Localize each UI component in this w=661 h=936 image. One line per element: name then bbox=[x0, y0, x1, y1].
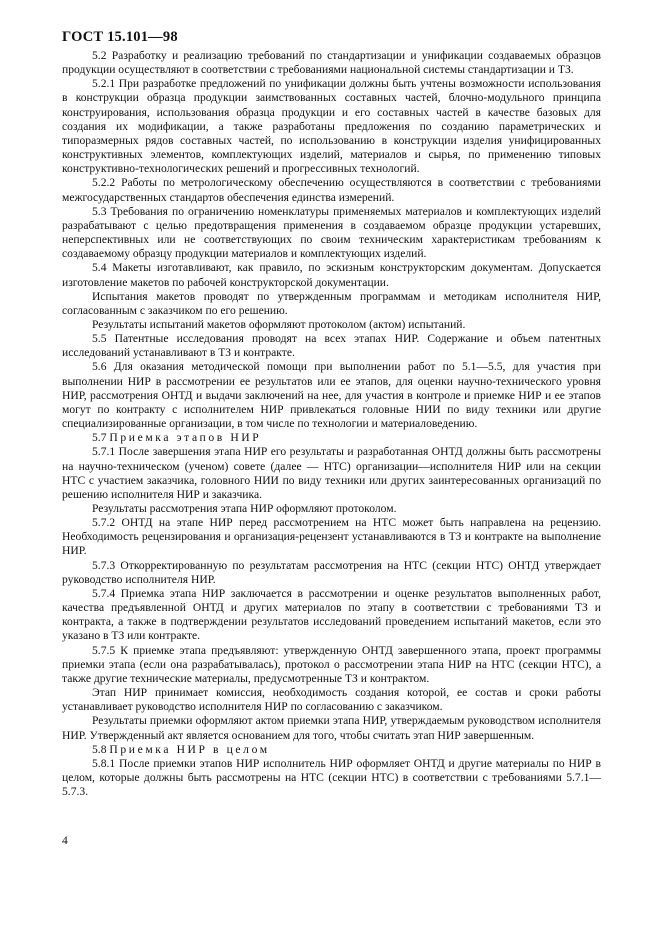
paragraph-5-4-testing: Испытания макетов проводят по утвержденным программам и методикам исполнителя НИР, согласованным с заказчиком по его решению. bbox=[62, 289, 601, 317]
paragraph-5-7-3: 5.7.3 Откорректированную по результатам рассмотрения на НТС (секции НТС) ОНТД утверждает руководство исполнителя НИР. bbox=[62, 558, 601, 586]
paragraph-5-7-1-protocol: Результаты рассмотрения этапа НИР оформляют протоколом. bbox=[92, 502, 397, 515]
paragraph-5-6: 5.6 Для оказания методической помощи при выполнении работ по 5.1—5.5, для участия при выполнении НИР в рассмотрении ее результатов или ее этапов, для оценки научно-технического уровня НИР, рассмотрения ОНТД и выдачи заключений на нее, для участия в контроле и приемке НИР и ее этапов могут по контракту с исполнителем НИР привлекаться головные НИИ по виду техники или другие специализированные организации, в том числе по технологии и материаловедению. bbox=[62, 360, 601, 431]
paragraph-5-2-1: 5.2.1 При разработке предложений по унификации должны быть учтены возможности использования в конструкции образца продукции заимствованных составных частей, блочно-модульного принципа конструирования, использования образца продукции и его составных частей в качестве базовых для создания их модификации, а также разработаны предложения по созданию параметрических и типоразмерных рядов составных частей, по использованию в конструкции изделия унифицированных конструктивных элементов, комплектующих изделий, материалов и сырья, по применению типовых конструктивно-технологических решений и прогрессивных технологий. bbox=[62, 77, 601, 176]
paragraph-5-5: 5.5 Патентные исследования проводят на всех этапах НИР. Содержание и объем патентных исследований устанавливают в ТЗ и контракте. bbox=[62, 332, 601, 360]
paragraph-5-4-results: Результаты испытаний макетов оформляют протоколом (актом) испытаний. bbox=[92, 317, 466, 331]
paragraph-5-7-1: 5.7.1 После завершения этапа НИР его результаты и разработанная ОНТД должны быть рассмотрены на научно-техническом (ученом) совете (далее — НТС) организации—исполнителя НИР или на секции НТС с участием заказчика, головного НИИ по виду техники или других заинтересованных организаций по решению исполнителя НИР и заказчика. bbox=[62, 445, 601, 501]
paragraph-5-3: 5.3 Требования по ограничению номенклатуры применяемых материалов и комплектующих изделий разрабатывают с целью предотвращения применения в создаваемом образце продукции устаревших, неперспективных или не соответствующих по своим техническим характеристикам требованиям к создаваемому образцу продукции материалов и комплектующих изделий. bbox=[62, 204, 601, 261]
paragraph-5-7-5-results: Результаты приемки оформляют актом приемки этапа НИР, утверждаемым руководством исполнителя НИР. Утвержденный акт является основанием для того, чтобы считать этап НИР завершенным. bbox=[62, 714, 601, 742]
paragraph-5-7-5-commission: Этап НИР принимает комиссия, необходимость создания которой, ее состав и сроки работы устанавливает руководство исполнителя НИР по согласованию с заказчиком. bbox=[62, 686, 601, 714]
section-heading-5-8 bbox=[62, 743, 601, 757]
document-body bbox=[62, 49, 601, 799]
paragraph-5-8-1: 5.8.1 После приемки этапов НИР исполнитель НИР оформляет ОНТД и другие материалы по НИР в целом, которые должны быть рассмотрены на НТС (секции НТС) в соответствии с требованиями 5.7.1—5.7.3. bbox=[62, 756, 601, 799]
standard-designation: ГОСТ 15.101—98 bbox=[62, 29, 178, 45]
section-heading-5-7 bbox=[62, 431, 601, 445]
paragraph-5-7-4: 5.7.4 Приемка этапа НИР заключается в рассмотрении и оценке результатов выполненных работ, качества предъявленной ОНТД и других материалов по этапу в соответствии с требованиями ТЗ и контракта, а также в подтверждении результатов исследований проведением испытаний макетов, если это указано в ТЗ или контракте. bbox=[62, 586, 601, 643]
paragraph-5-4: 5.4 Макеты изготавливают, как правило, по эскизным конструкторским документам. Допускается изготовление макетов по рабочей конструкторской документации. bbox=[62, 261, 601, 289]
document-header bbox=[62, 29, 178, 46]
section-number: 5.7 bbox=[92, 431, 107, 445]
paragraph-5-7-2: 5.7.2 ОНТД на этапе НИР перед рассмотрением на НТС может быть направлена на рецензию. Необходимость рецензирования и организация-рецензент устанавливаются в ТЗ и контракте на выполнение НИР. bbox=[62, 516, 601, 558]
paragraph-5-2-2: 5.2.2 Работы по метрологическому обеспечению осуществляются в соответствии с требованиями межгосударственных стандартов обеспечения единства измерений. bbox=[62, 176, 601, 204]
paragraph-5-2: 5.2 Разработку и реализацию требований по стандартизации и унификации создаваемых образцов продукции осуществляют в соответствии с требованиями национальной системы стандартизации и ТЗ. bbox=[62, 49, 601, 77]
section-title: Приемка этапов НИР bbox=[109, 431, 262, 445]
section-title: Приемка НИР в целом bbox=[109, 742, 270, 756]
paragraph-5-7-5: 5.7.5 К приемке этапа предъявляют: утвержденную ОНТД завершенного этапа, проект программы приемки этапа (если она разрабатывалась), протокол о рассмотрении этапа НИР на НТС (секции НТС), а также другие технические материалы, предусмотренные ТЗ и контрактом. bbox=[62, 643, 601, 685]
section-number: 5.8 bbox=[92, 742, 107, 756]
page-number: 4 bbox=[62, 834, 68, 847]
